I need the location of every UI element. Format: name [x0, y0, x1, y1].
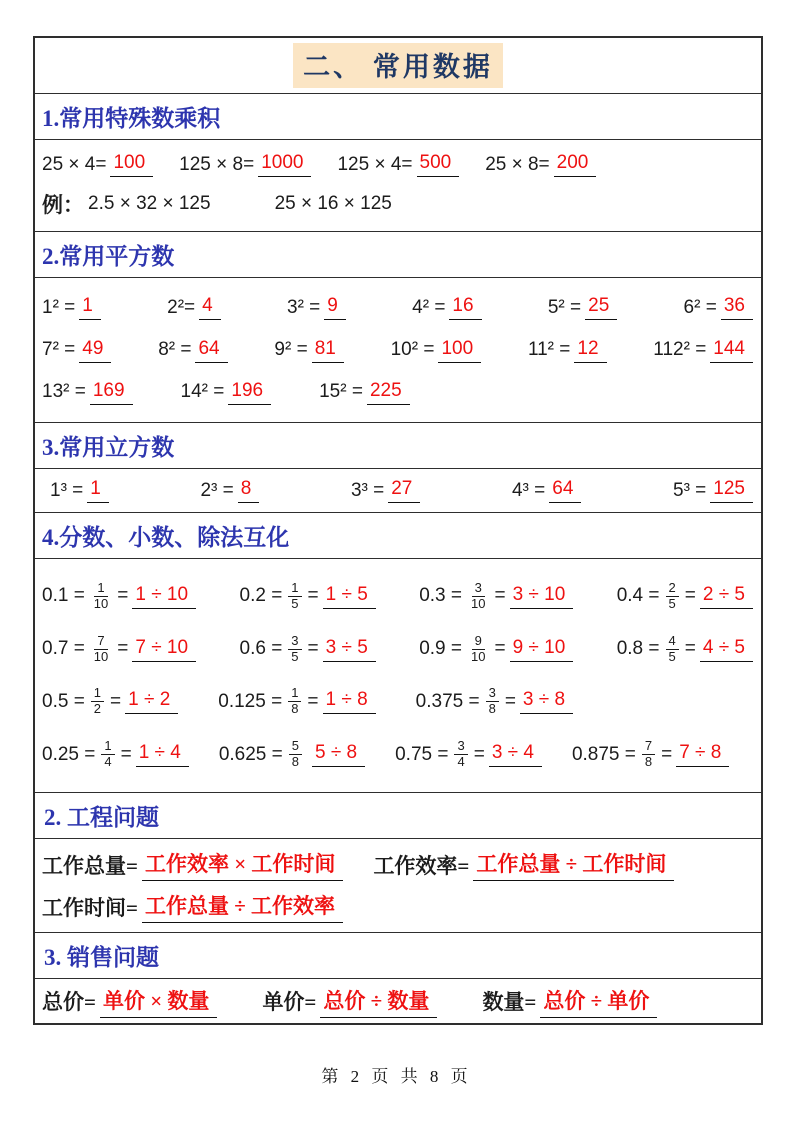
math-item	[167, 295, 221, 320]
squares-line-2	[42, 338, 753, 363]
answer: 1	[79, 295, 101, 320]
answer: 144	[710, 338, 753, 363]
expression: 25 × 4=	[42, 153, 107, 175]
engineering-line-1	[42, 848, 753, 881]
fraction	[288, 634, 301, 665]
example-item	[275, 193, 396, 215]
equals-sign: =	[504, 690, 516, 712]
numerator: 1	[288, 581, 301, 597]
answer: 1 ÷ 5	[323, 584, 376, 609]
heading-fractions	[35, 512, 761, 558]
equals-sign: =	[494, 585, 506, 607]
squares-line-1	[42, 295, 753, 320]
answer: 1 ÷ 2	[125, 689, 178, 714]
answer: 25	[585, 295, 617, 320]
answer: 100	[438, 338, 481, 363]
expression: 6² =	[683, 296, 717, 318]
answer: 1	[87, 478, 109, 503]
math-item	[653, 338, 753, 363]
expression: 3³ =	[350, 479, 385, 501]
answer: 2 ÷ 5	[700, 584, 753, 609]
squares-cell	[35, 277, 761, 422]
answer: 4 ÷ 5	[700, 637, 753, 662]
example-item	[42, 189, 215, 219]
formula-item	[482, 985, 657, 1018]
fraction-item	[416, 686, 573, 717]
squares-line-3	[42, 380, 753, 405]
fraction	[486, 686, 499, 717]
answer: 1 ÷ 10	[132, 584, 196, 609]
math-item	[512, 478, 581, 503]
answer: 3 ÷ 8	[520, 689, 573, 714]
math-item	[684, 295, 753, 320]
expression: 1² =	[42, 296, 76, 318]
formula-answer: 单价 × 数量	[100, 985, 217, 1018]
expression: 5³ =	[673, 479, 707, 501]
fractions-line-2	[42, 634, 753, 665]
answer: 16	[449, 295, 481, 320]
numerator: 5	[289, 739, 302, 755]
numerator: 3	[288, 634, 301, 650]
denominator: 5	[291, 648, 299, 664]
answer: 1 ÷ 8	[323, 689, 376, 714]
expression: 2.5 × 32 × 125	[88, 193, 211, 214]
answer: 225	[367, 380, 410, 405]
heading-text: 2.常用平方数	[42, 244, 175, 269]
denominator: 10	[471, 595, 486, 611]
decimal: 0.75 =	[395, 743, 449, 765]
numerator: 4	[666, 634, 679, 650]
decimal: 0.4 =	[616, 585, 660, 607]
example-label: 例：	[42, 193, 84, 217]
engineering-cell	[35, 838, 761, 932]
heading-text: 3. 销售问题	[44, 945, 159, 970]
fraction-item	[395, 739, 542, 770]
answer: 7 ÷ 10	[132, 637, 196, 662]
denominator: 8	[291, 754, 299, 770]
decimal: 0.5 =	[42, 690, 85, 712]
math-item	[287, 295, 346, 320]
expression: 3² =	[287, 296, 321, 318]
fraction	[468, 634, 488, 665]
equals-sign: =	[307, 690, 319, 712]
fraction-item	[617, 581, 753, 612]
fraction	[666, 634, 679, 665]
equals-sign: =	[494, 638, 506, 660]
fraction	[642, 739, 655, 770]
decimal: 0.9 =	[419, 638, 462, 660]
math-item	[548, 295, 617, 320]
equals-sign: =	[120, 743, 132, 765]
example-line	[42, 189, 753, 219]
decimal: 0.625 =	[218, 743, 283, 765]
fraction	[91, 581, 111, 612]
fraction-item	[42, 686, 178, 717]
cubes-cell	[35, 468, 761, 512]
formula-item	[373, 848, 674, 881]
numerator: 2	[666, 581, 679, 597]
expression: 10² =	[390, 339, 435, 360]
answer: 125	[710, 478, 753, 503]
answer: 27	[388, 478, 420, 503]
formula-label: 工作时间=	[42, 895, 138, 920]
fraction-item	[240, 581, 376, 612]
fraction-item	[572, 739, 729, 770]
math-item	[42, 295, 101, 320]
heading-text: 1.常用特殊数乘积	[42, 106, 221, 131]
decimal: 0.875 =	[571, 743, 636, 765]
decimal: 0.25 =	[42, 743, 96, 765]
engineering-line-2	[42, 890, 753, 923]
answer: 81	[312, 338, 344, 363]
table-title-row	[35, 38, 761, 93]
formula-label: 工作总量=	[42, 853, 138, 878]
denominator: 4	[104, 754, 112, 770]
page-number: 第 2 页 共 8 页	[321, 1067, 472, 1086]
expression: 4² =	[412, 296, 446, 318]
math-item	[158, 338, 227, 363]
equals-sign: =	[473, 743, 485, 765]
equals-sign: =	[307, 585, 319, 607]
math-item	[179, 152, 311, 177]
expression: 9² =	[274, 339, 308, 360]
answer: 5 ÷ 8	[312, 742, 365, 767]
answer: 1000	[258, 152, 311, 177]
products-line	[42, 152, 753, 177]
expression: 2²=	[167, 296, 196, 318]
expression: 25 × 8=	[485, 153, 550, 175]
decimal: 0.2 =	[239, 585, 283, 607]
fractions-line-3	[42, 686, 753, 717]
answer: 12	[574, 338, 606, 363]
decimal: 0.125 =	[218, 690, 283, 712]
numerator: 1	[91, 686, 104, 702]
math-item	[485, 152, 596, 177]
expression: 14² =	[180, 381, 225, 403]
numerator: 1	[101, 739, 114, 755]
equals-sign: =	[307, 638, 319, 660]
answer: 36	[721, 295, 753, 320]
fraction	[101, 739, 114, 770]
fraction	[454, 739, 467, 770]
denominator: 4	[457, 754, 465, 770]
expression: 11² =	[527, 339, 571, 360]
decimal: 0.3 =	[419, 585, 462, 607]
denominator: 2	[93, 701, 102, 717]
expression: 15² =	[319, 381, 363, 403]
heading-engineering	[35, 792, 761, 838]
denominator: 8	[291, 701, 299, 717]
numerator: 7	[642, 739, 655, 755]
fraction-item	[42, 581, 196, 612]
decimal: 0.7 =	[42, 638, 85, 660]
denominator: 8	[488, 701, 496, 717]
expression: 125 × 4=	[337, 153, 413, 175]
math-item	[673, 478, 753, 503]
expression: 125 × 8=	[179, 153, 255, 175]
fraction-item	[42, 634, 196, 665]
heading-special-products	[35, 93, 761, 139]
answer: 3 ÷ 5	[323, 637, 376, 662]
answer: 49	[79, 338, 111, 363]
special-products-cell	[35, 139, 761, 231]
formula-item	[42, 985, 217, 1018]
denominator: 5	[291, 595, 299, 611]
fraction	[289, 739, 302, 770]
expression: 7² =	[42, 339, 76, 360]
answer: 9	[324, 295, 346, 320]
expression: 8² =	[158, 339, 192, 360]
fraction-item	[219, 739, 365, 770]
answer: 169	[90, 380, 133, 405]
answer: 9 ÷ 10	[510, 637, 574, 662]
fraction	[288, 686, 301, 717]
equals-sign: =	[110, 690, 122, 712]
expression: 4³ =	[511, 479, 546, 501]
math-item	[274, 338, 343, 363]
answer: 196	[228, 380, 271, 405]
formula-answer: 工作效率 × 工作时间	[142, 848, 343, 881]
fractions-cell	[35, 558, 761, 792]
heading-text: 3.常用立方数	[42, 435, 175, 460]
fraction-item	[42, 739, 189, 770]
math-item	[42, 380, 133, 405]
fraction	[468, 581, 488, 612]
math-item	[337, 152, 459, 177]
data-table	[33, 36, 763, 1025]
denominator: 5	[668, 595, 676, 611]
math-item	[319, 380, 410, 405]
formula-item	[42, 848, 343, 881]
fraction-item	[218, 686, 375, 717]
fraction	[288, 581, 301, 612]
answer: 1 ÷ 4	[136, 742, 189, 767]
formula-item	[42, 890, 343, 923]
answer: 3 ÷ 10	[510, 584, 574, 609]
answer: 3 ÷ 4	[489, 742, 542, 767]
numerator: 3	[486, 686, 499, 702]
answer: 200	[554, 152, 597, 177]
numerator: 3	[454, 739, 467, 755]
math-item	[42, 338, 111, 363]
math-item	[42, 152, 153, 177]
sales-line	[42, 985, 753, 1018]
cubes-line	[50, 478, 753, 503]
decimal: 0.375 =	[415, 690, 480, 712]
math-item	[200, 478, 259, 503]
numerator: 1	[94, 581, 107, 597]
expression: 2³ =	[200, 479, 234, 501]
formula-answer: 工作总量 ÷ 工作效率	[142, 890, 343, 923]
numerator: 9	[472, 634, 485, 650]
equals-sign: =	[661, 743, 673, 765]
equals-sign: =	[117, 638, 129, 660]
math-item	[412, 295, 481, 320]
equals-sign: =	[117, 585, 129, 607]
decimal: 0.1 =	[42, 585, 85, 607]
answer: 8	[238, 478, 260, 503]
denominator: 10	[93, 648, 109, 664]
formula-label: 工作效率=	[373, 853, 470, 878]
answer: 500	[417, 152, 460, 177]
heading-text: 4.分数、小数、除法互化	[42, 525, 290, 550]
formula-label: 数量=	[482, 990, 537, 1014]
formula-label: 单价=	[262, 990, 317, 1014]
fractions-line-1	[42, 581, 753, 612]
formula-label: 总价=	[42, 990, 96, 1014]
heading-cubes	[35, 422, 761, 468]
numerator: 7	[94, 634, 107, 650]
numerator: 3	[472, 581, 485, 597]
expression: 112² =	[653, 339, 707, 360]
denominator: 10	[93, 595, 109, 611]
fraction	[666, 581, 679, 612]
fraction-item	[617, 634, 753, 665]
decimal: 0.8 =	[616, 638, 660, 660]
denominator: 5	[668, 648, 676, 664]
denominator: 8	[644, 754, 653, 770]
fraction-item	[419, 634, 573, 665]
fraction-item	[240, 634, 376, 665]
numerator: 1	[288, 686, 301, 702]
formula-answer: 总价 ÷ 数量	[320, 985, 437, 1018]
answer: 7 ÷ 8	[676, 742, 729, 767]
math-item	[50, 478, 109, 503]
math-item	[351, 478, 420, 503]
heading-text: 2. 工程问题	[44, 805, 159, 830]
math-item	[528, 338, 607, 363]
decimal: 0.6 =	[239, 638, 283, 660]
expression: 25 × 16 × 125	[274, 193, 392, 214]
fraction-item	[419, 581, 573, 612]
formula-answer: 工作总量 ÷ 工作时间	[473, 848, 674, 881]
fraction	[91, 686, 104, 717]
denominator: 10	[471, 648, 486, 664]
answer: 64	[195, 338, 227, 363]
sales-cell	[35, 978, 761, 1023]
formula-answer: 总价 ÷ 单价	[540, 985, 657, 1018]
fraction	[91, 634, 111, 665]
equals-sign: =	[684, 638, 696, 660]
page-title: 二、 常用数据	[293, 43, 503, 88]
formula-item	[262, 985, 437, 1018]
answer: 64	[549, 478, 581, 503]
expression: 5² =	[547, 296, 582, 318]
fractions-line-4	[42, 739, 753, 770]
answer: 100	[110, 152, 153, 177]
equals-sign: =	[684, 585, 696, 607]
math-item	[181, 380, 272, 405]
answer: 4	[199, 295, 221, 320]
expression: 13² =	[42, 381, 86, 403]
heading-sales	[35, 932, 761, 978]
heading-squares	[35, 231, 761, 277]
expression: 1³ =	[50, 479, 84, 501]
math-item	[391, 338, 482, 363]
